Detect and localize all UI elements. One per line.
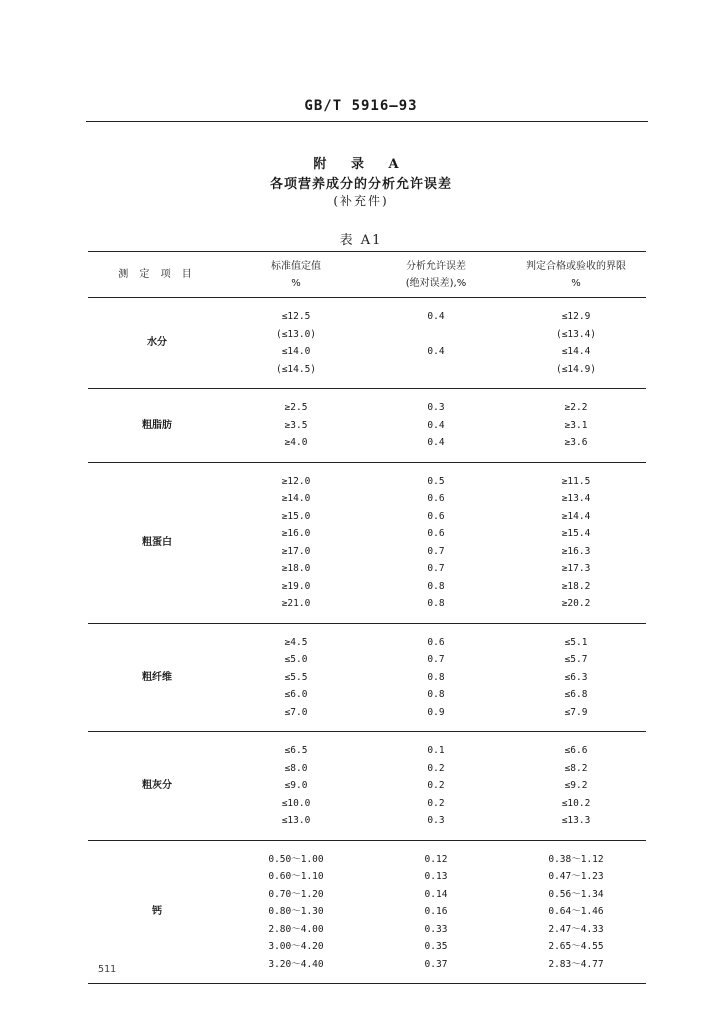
limit-value: ≤6.8	[564, 689, 588, 700]
standard-value: 0.60～1.10	[268, 871, 324, 882]
limit-value: ≥17.3	[561, 563, 591, 574]
tolerance-value: 0.7	[427, 545, 445, 557]
standard-value: 2.80～4.00	[268, 923, 324, 935]
standard-value: 0.70～1.20	[268, 888, 324, 900]
tolerance-value: 0.1	[427, 745, 445, 756]
limit-value: ≥13.4	[561, 493, 591, 504]
limit-value: ≤7.9	[564, 706, 588, 718]
tolerance-value: 0.37	[424, 958, 448, 970]
table-header-row	[88, 252, 646, 298]
standard-value: 0.80～1.30	[268, 906, 324, 917]
tolerance-value: 0.4	[427, 437, 445, 448]
tolerance-value: 0.6	[427, 528, 445, 539]
tolerance-value: 0.4	[427, 419, 445, 431]
cell-standard	[226, 389, 366, 463]
tolerance-value: 0.3	[427, 402, 445, 413]
standard-value: 3.20～4.40	[268, 958, 324, 970]
column-header-limit	[506, 252, 646, 298]
column-header-line: 分析允许误差	[406, 260, 466, 272]
standard-value: ≥2.5	[284, 402, 308, 413]
row-item-name: 粗纤维	[88, 623, 226, 732]
limit-value: 0.38～1.12	[548, 853, 604, 865]
table-row	[88, 623, 646, 732]
standard-value: ≥18.0	[281, 563, 311, 574]
limit-value: 0.56～1.34	[548, 888, 604, 900]
table-body	[88, 298, 646, 984]
tolerance-value: 0.14	[424, 888, 448, 900]
standard-value: ≤5.5	[284, 671, 308, 683]
standard-value: ≥16.0	[281, 528, 311, 539]
tolerance-value: 0.8	[427, 580, 445, 592]
limit-value: ≥11.5	[561, 475, 591, 487]
standard-value: ≤5.0	[284, 654, 308, 665]
column-header-tolerance	[366, 252, 506, 298]
tolerance-value: 0.3	[427, 815, 445, 826]
standard-value: ≤14.0	[281, 346, 311, 357]
limit-value: (≤14.9)	[555, 363, 597, 375]
cell-limit	[506, 623, 646, 732]
tolerance-value: 0.9	[427, 706, 445, 718]
limit-value: 2.83～4.77	[548, 958, 604, 970]
standard-value: ≤7.0	[284, 706, 308, 718]
tolerance-value	[366, 326, 506, 344]
limit-value: ≥18.2	[561, 580, 591, 592]
standard-value: ≤10.0	[281, 797, 311, 809]
row-item-name: 水分	[88, 298, 226, 389]
cell-limit	[506, 389, 646, 463]
limit-value: 0.47～1.23	[548, 871, 604, 882]
limit-value: ≥15.4	[561, 528, 591, 539]
cell-tolerance	[366, 298, 506, 389]
annex-title: 附 录 A	[313, 157, 409, 172]
standard-value: ≥12.0	[281, 475, 311, 487]
row-item-name: 粗脂肪	[88, 389, 226, 463]
standard-value: ≥17.0	[281, 545, 311, 557]
table-row	[88, 462, 646, 623]
table-row	[88, 732, 646, 841]
column-header-line: 标准值定值	[271, 260, 321, 272]
cell-tolerance	[366, 732, 506, 841]
limit-value: ≥20.2	[561, 598, 591, 609]
table-caption: 表 A1	[339, 233, 383, 248]
cell-limit	[506, 840, 646, 984]
column-header-line: (绝对误差),%	[405, 277, 467, 289]
limit-value: (≤13.4)	[555, 328, 597, 340]
standard-value: ≤13.0	[281, 815, 311, 826]
row-item-name: 钙	[88, 840, 226, 984]
standard-value: ≥3.5	[284, 419, 308, 431]
limit-value: ≤6.6	[564, 745, 588, 756]
cell-standard	[226, 298, 366, 389]
standard-value: 0.50～1.00	[268, 853, 324, 865]
tolerance-value: 0.35	[424, 941, 448, 952]
row-item-name: 粗灰分	[88, 732, 226, 841]
column-header-line: 判定合格或验收的界限	[526, 260, 626, 272]
limit-value: ≥3.1	[564, 419, 588, 431]
limit-value: ≤8.2	[564, 762, 588, 774]
standard-value: ≤8.0	[284, 762, 308, 774]
standard-value: ≥15.0	[281, 510, 311, 522]
tolerance-value: 0.6	[427, 510, 445, 522]
cell-standard	[226, 462, 366, 623]
standard-value: ≥4.5	[284, 636, 308, 648]
table-row	[88, 298, 646, 389]
tolerance-value: 0.8	[427, 598, 445, 609]
annex-note: (补充件)	[333, 194, 389, 208]
cell-limit	[506, 462, 646, 623]
tolerance-table	[88, 251, 646, 984]
cell-tolerance	[366, 840, 506, 984]
limit-value: ≥3.6	[564, 437, 588, 448]
tolerance-value: 0.16	[424, 906, 448, 917]
tolerance-value: 0.8	[427, 689, 445, 700]
tolerance-value: 0.7	[427, 654, 445, 665]
tolerance-value: 0.6	[427, 493, 445, 504]
standard-value: ≤9.0	[284, 780, 308, 791]
tolerance-value: 0.2	[427, 780, 445, 791]
column-header-standard	[226, 252, 366, 298]
cell-standard	[226, 732, 366, 841]
tolerance-value: 0.7	[427, 563, 445, 574]
standard-value: ≥19.0	[281, 580, 311, 592]
cell-tolerance	[366, 623, 506, 732]
header-rule	[86, 121, 648, 122]
annex-subtitle: 各项营养成分的分析允许误差	[269, 177, 452, 192]
standard-value: (≤13.0)	[275, 328, 317, 340]
row-item-name: 粗蛋白	[88, 462, 226, 623]
standard-value: 3.00～4.20	[268, 941, 324, 952]
column-header-line: 测 定 项 目	[118, 269, 196, 280]
cell-tolerance	[366, 462, 506, 623]
tolerance-value: 0.5	[427, 475, 445, 487]
limit-value: ≥2.2	[564, 402, 588, 413]
limit-value: ≤12.9	[561, 311, 591, 322]
tolerance-value: 0.6	[427, 636, 445, 648]
column-header-line: %	[571, 277, 581, 289]
tolerance-value: 0.4	[427, 346, 445, 357]
standard-value: ≤12.5	[281, 311, 311, 322]
limit-value: ≤14.4	[561, 346, 591, 357]
standard-value: (≤14.5)	[275, 363, 317, 375]
column-header-item	[88, 252, 226, 298]
tolerance-value: 0.33	[424, 923, 448, 935]
table-row	[88, 389, 646, 463]
table-row	[88, 840, 646, 984]
standard-value: ≥14.0	[281, 493, 311, 504]
cell-standard	[226, 840, 366, 984]
tolerance-value: 0.2	[427, 762, 445, 774]
limit-value: ≤5.1	[564, 636, 588, 648]
standard-value: ≤6.0	[284, 689, 308, 700]
cell-tolerance	[366, 389, 506, 463]
standard-value: ≥4.0	[284, 437, 308, 448]
tolerance-value	[366, 361, 506, 379]
column-header-line: %	[291, 277, 301, 289]
cell-standard	[226, 623, 366, 732]
tolerance-value: 0.13	[424, 871, 448, 882]
tolerance-value: 0.2	[427, 797, 445, 809]
cell-limit	[506, 298, 646, 389]
limit-value: 2.65～4.55	[548, 941, 604, 952]
limit-value: ≥14.4	[561, 510, 591, 522]
limit-value: ≤9.2	[564, 780, 588, 791]
limit-value: 2.47～4.33	[548, 923, 604, 935]
limit-value: ≤13.3	[561, 815, 591, 826]
standard-value: ≤6.5	[284, 745, 308, 756]
page-number: 511	[98, 964, 117, 975]
standard-value: ≥21.0	[281, 598, 311, 609]
limit-value: ≤5.7	[564, 654, 588, 665]
limit-value: ≤10.2	[561, 797, 591, 809]
standard-number: GB/T 5916—93	[304, 98, 418, 114]
limit-value: ≤6.3	[564, 671, 588, 683]
tolerance-value: 0.8	[427, 671, 445, 683]
cell-limit	[506, 732, 646, 841]
limit-value: ≥16.3	[561, 545, 591, 557]
tolerance-value: 0.12	[424, 853, 448, 865]
limit-value: 0.64～1.46	[548, 906, 604, 917]
tolerance-value: 0.4	[427, 311, 445, 322]
